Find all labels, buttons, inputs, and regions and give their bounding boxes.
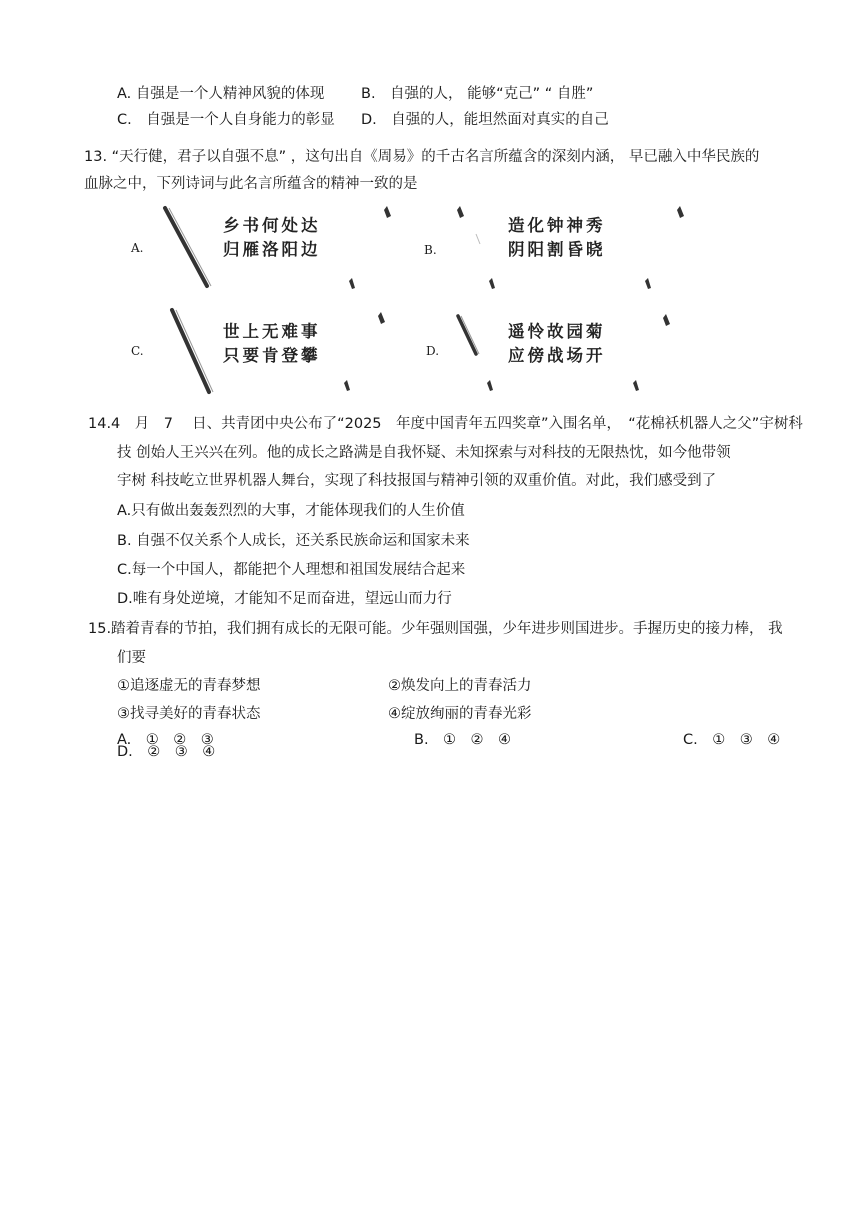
q13-card-a-poem-line-1: 乡书何处达 [223, 216, 321, 235]
q13-card-a [125, 200, 415, 296]
q12-option-c: C. 自强是一个人自身能力的彰显 [117, 112, 335, 128]
q13-card-d-letter: D. [426, 344, 440, 358]
q14-option-a: A.只有做出轰轰烈烈的大事，才能体现我们的人生价值 [117, 503, 465, 519]
q15-statement-3: ③找寻美好的青春状态 [117, 706, 261, 722]
q12-option-b: B. 自强的人， 能够“克己” “ 自胜” [361, 86, 594, 102]
q14-option-c: C.每一个中国人，都能把个人理想和祖国发展结合起来 [117, 562, 466, 578]
q13-card-c-poem-line-2: 只要肯登攀 [223, 346, 321, 365]
q14-stem-line-1: 14.4 月 7 日、共青团中央公布了“2025 年度中国青年五四奖章”入围名单， “花棉袄机器人之父”宇树科 [88, 416, 803, 432]
q15-option-c: C. ① ③ ④ [683, 732, 781, 748]
q15-statement-4: ④绽放绚丽的青春光彩 [388, 706, 532, 722]
q12-option-a: A. 自强是一个人精神风貌的体现 [117, 86, 325, 102]
q13-card-a-poem-line-2: 归雁洛阳边 [223, 240, 321, 259]
q13-card-d-poem-line-1: 遥怜故园菊 [508, 322, 606, 341]
q14-option-b: B. 自强不仅关系个人成长，还关系民族命运和国家未来 [117, 533, 470, 549]
q13-card-b-letter: B. [424, 243, 437, 257]
q13-card-c-poem-line-1: 世上无难事 [223, 322, 321, 341]
q13-stem-line-1: 13. “天行健，君子以自强不息” ，这句出自《周易》的千古名言所蕴含的深刻内涵， 早已融入中华民族的 [84, 149, 760, 165]
q13-card-b [420, 200, 710, 296]
q12-option-d: D. 自强的人，能坦然面对真实的自己 [361, 112, 609, 128]
q13-stem-line-2: 血脉之中，下列诗词与此名言所蕴含的精神一致的是 [84, 176, 418, 192]
q15-statement-1: ①追逐虚无的青春梦想 [117, 678, 261, 694]
q15-option-d: D. ② ③ ④ [117, 744, 216, 760]
q15-statement-2: ②焕发向上的青春活力 [388, 678, 532, 694]
q14-option-d: D.唯有身处逆境，才能知不足而奋进，望远山而力行 [117, 591, 452, 607]
q15-stem-line-2: 们要 [117, 650, 146, 666]
q15-stem-line-1: 15.踏着青春的节拍，我们拥有成长的无限可能。少年强则国强，少年进步则国进步。手握历史的接力棒， 我 [88, 621, 783, 637]
q13-card-c [125, 304, 415, 400]
q13-card-d-poem-line-2: 应傍战场开 [508, 346, 606, 365]
q14-stem-line-3: 宇树 科技屹立世界机器人舞台，实现了科技报国与精神引领的双重价值。对此，我们感受到了 [117, 473, 717, 489]
q13-card-a-letter: A. [131, 241, 144, 255]
q14-stem-line-2: 技 创始人王兴兴在列。他的成长之路满是自我怀疑、未知探索与对科技的无限热忱，如今他带领 [117, 445, 731, 461]
q13-card-d [420, 304, 710, 400]
q13-card-b-poem-line-1: 造化钟神秀 [508, 216, 606, 235]
q13-card-b-poem-line-2: 阴阳割昏晓 [508, 240, 606, 259]
q15-option-b: B. ① ② ④ [414, 732, 512, 748]
q15-option-a: A. ① ② ③ [117, 732, 214, 748]
q13-card-c-letter: C. [131, 344, 144, 358]
